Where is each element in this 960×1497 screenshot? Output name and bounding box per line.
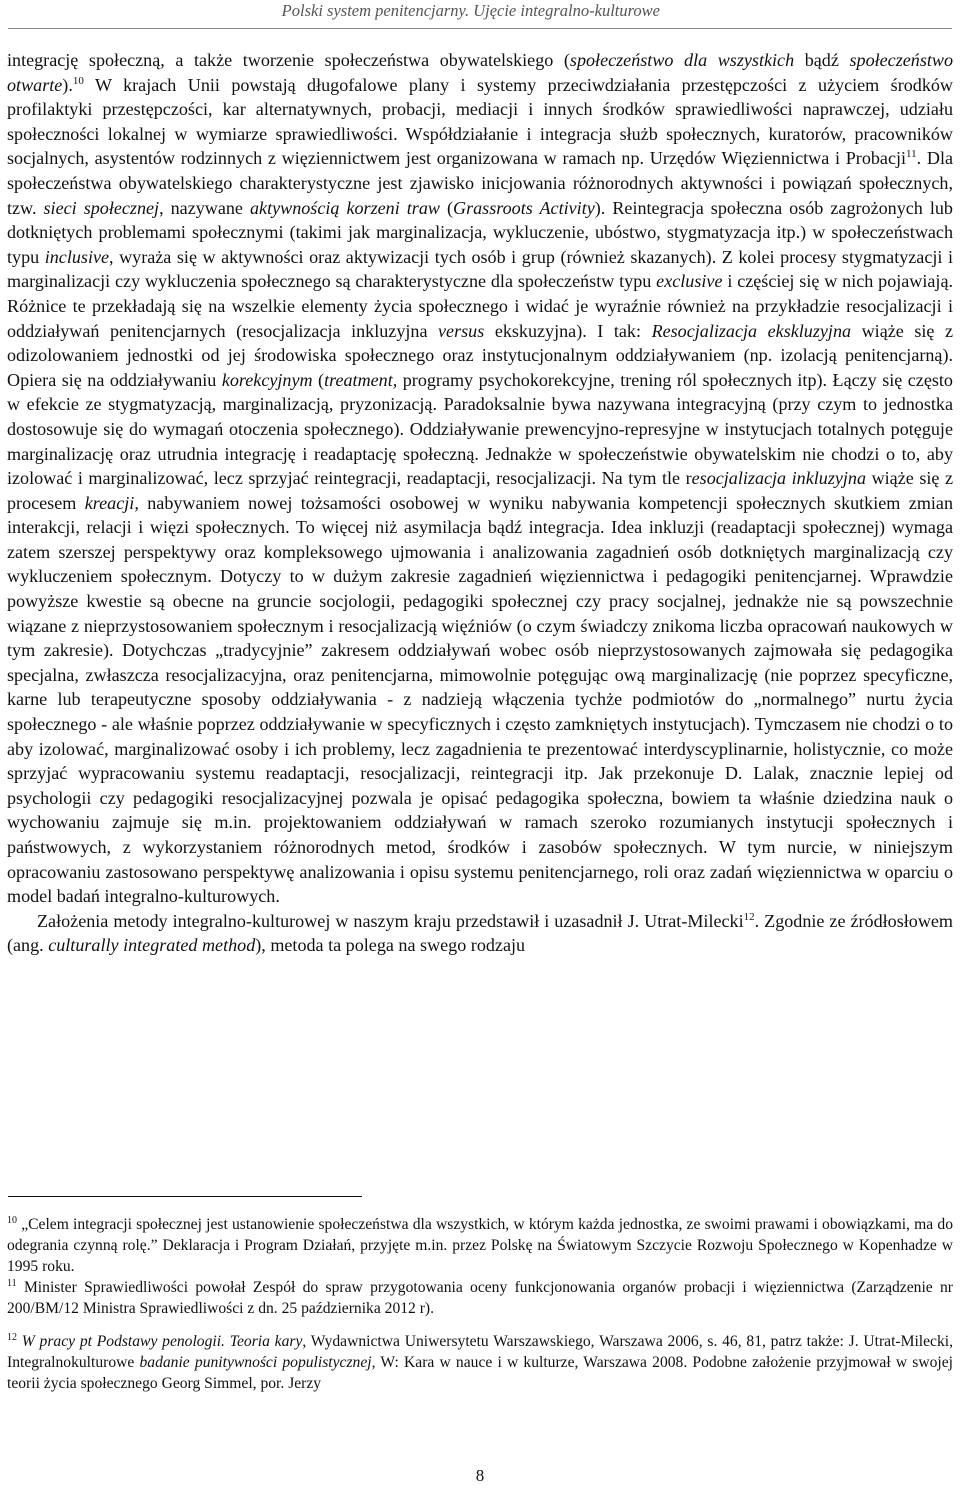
text-run: ekskuzyjna). I tak: [484,320,652,341]
text-run: Założenia metody integralno-kulturowej w naszym kraju przedstawił i uzasadnił J. Utrat-Milecki [37,910,744,931]
text-run: ), metoda ta polega na swego rodzaju [255,935,526,956]
italic-run: korekcyjnym [221,369,313,390]
footnote-number: 11 [7,1278,17,1289]
italic-run: Resocjalizacja ekskluzyjna [651,320,852,341]
footnote-ref-11[interactable]: 11 [906,148,917,161]
italic-run: badanie punitywności populistycznej [139,1354,372,1371]
text-run: bądź [794,50,850,70]
text-run: ( [439,197,454,218]
text-run: i częściej się w nich pojawiają. Różnice te przekładają się na wszelkie elementy życia społecznego i widać je wyraźnie również na przykładzie resocjalizacji i oddziaływań penitencjarnych (resocjalizacja inkluzyjna [7,271,954,341]
body-text [7,48,953,958]
footnote-ref-12[interactable]: 12 [743,910,755,923]
text-run: . Dla społeczeństwa obywatelskiego charakterystyczne jest zjawisko inicjowania różnorodnych aktywności i powiązań społecznych, tzw. [7,148,953,218]
footnote-text: „Celem integracji społecznej jest ustanowienie społeczeństwa dla wszystkich, w którym każda jednostka, ze swoimi prawami i obowiązkami, ma do odegrania czynną rolę.” Deklaracja i Program Działań, przyjęte m.in. przez Polskę na Światowym Szczycie Rozwoju Społecznego w Kopenhadze w 1995 roku. [7,1216,953,1275]
italic-run: społeczeństwo otwarte [7,50,954,95]
italic-run: Grassroots Activity [453,197,595,218]
text-run: nabywaniem nowej tożsamości osobowej w wyniku nabywania kompetencji społecznych skutkiem zmian interakcji, relacji i więzi społecznych. To więcej niż asymilacja bądź integracja. Idea inkluzji (readaptacji społecznej) wymaga zatem szerszej perspektywy oraz kompleksowego ujmowania i analizowania zagadnień osób dotkniętych marginalizacją czy wykluczeniem społecznym. Dotyczy to w dużym zakresie zagadnień więziennictwa i pedagogiki penitencjarnej. Wprawdzie powyższe kwestie są obecne na gruncie socjologii, pedagogiki społecznej czy pracy socjalnej, jednakże nie są powszechnie wiązane z nieprzystosowaniem społecznym i resocjalizacją więźniów (o czym świadczy znikoma liczba opracowań naukowych w tym zakresie). Dotychczas „tradycyjnie” zakresem oddziaływań wobec osób nieprzystosowanych zajmowała się pedagogika specjalna, zwłaszcza resocjalizacyjna, oraz penitencjarna, mimowolnie potęgując ową marginalizację (nie poprzez specyficzne, karne lub terapeutyczne sposoby oddziaływania - z nadzieją włączenia tychże podmiotów do „normalnego” nurtu życia społecznego - ale właśnie poprzez oddziaływanie w specyficznych i często zamkniętych instytucjach). Tymczasem nie chodzi o to aby izolować, marginalizować osoby i ich problemy, lecz zagadnienia te prezentować interdyscyplinarnie, holistycznie, co może sprzyjać wypracowaniu systemu readaptacji, resocjalizacji, reintegracji itp. Jak przekonuje D. Lalak, znacznie lepiej od psychologii czy pedagogiki resocjalizacyjnej pozwala je opisać pedagogika społeczna, bowiem ta właśnie dziedzina nauk o wychowaniu zajmuje się m.in. projektowaniem oddziaływań w ramach szeroko rozumianych instytucji społecznych i państwowych, z wykorzystaniem różnorodnych metod, środków i zasobów społecznych. W tym nurcie, w niniejszym opracowaniu zastosowano perspektywę analizowania i opisu systemu penitencjarnego, roli oraz zadań więziennictwa w oparciu o model badań integralno-kulturowych. [7,492,953,907]
text-run: ). Reintegracja społeczna osób zagrożonych lub dotkniętych problemami społecznymi (takimi jak marginalizacja, wykluczenie, ubóstwo, stygmatyzacja itp.) w społeczeństwach typu [7,197,953,267]
italic-run: sieci społecznej [43,197,160,218]
italic-run: aktywnością korzeni traw [250,197,440,218]
italic-run: kreacji, [84,492,139,513]
italic-run: społeczeństwo dla wszystkich [569,50,795,70]
footnote-12 [7,1331,953,1394]
header-rule [8,28,952,29]
text-run: W krajach Unii powstają długofalowe plany i systemy przeciwdziałania przestępczości z użyciem środków profilaktyki przestępczości, kar alternatywnych, probacji, mediacji i innych środków sprawiedliwości naprawczej, udziału społeczności lokalnej w wymiarze sprawiedliwości. Współdziałanie i integracja służb społecznych, kuratorów, pracowników socjalnych, asystentów rodzinnych z więziennictwem jest organizowana w ramach np. Urzędów Więziennictwa i Probacji [7,74,953,169]
footnote-11 [7,1277,953,1319]
text-run: . Zgodnie ze źródłosłowem (ang. [7,910,953,956]
text-run: integrację społeczną, a także tworzenie społeczeństwa obywatelskiego ( [7,50,570,70]
text-run: wiąże się z procesem [7,468,953,513]
footnote-separator [8,1196,362,1197]
running-title: Polski system penitencjarny. Ujęcie integralno-kulturowe [281,1,660,20]
running-header [0,0,960,30]
italic-run: esocjalizacja inkluzyjna [691,468,867,489]
text-run: programy psychokorekcyjne, trening ról społecznych itp). Łączy się często w efekcie ze stygmatyzacją, marginalizacją, pryzonizacją. Paradoksalnie bywa nazywana integracyjną (przy czym to jednostka dostosowuje się do wymagań otoczenia społecznego). Oddziaływanie prewencyjno-represyjne w instytucjach totalnych potęguje marginalizację oraz utrudnia integrację i readaptację społeczną. Jednakże w społeczeństwie obywatelskim nie chodzi o to, aby izolować i marginalizować, lecz sprzyjać reintegracji, readaptacji, resocjalizacji. Na tym tle r [7,369,953,489]
footnote-number: 12 [7,1332,17,1343]
text-run: ( [312,369,325,390]
italic-run: exclusive [656,271,723,292]
page-number: 8 [475,1466,485,1485]
footnote-text: , Wydawnictwa Uniwersytetu Warszawskiego, Warszawa 2006, s. 46, 81, patrz także: J. Utrat-Milecki, Integralnokulturowe [7,1333,954,1371]
footnote-number: 10 [7,1215,17,1226]
paragraph-2 [7,909,953,958]
text-run: ). [62,74,73,95]
footnote-text: Minister Sprawiedliwości powołał Zespół do spraw przygotowania oceny funkcjonowania organów probacji i więziennictwa (Zarządzenie nr 200/BM/12 Ministra Sprawiedliwości z dn. 25 października 2012 r). [7,1279,953,1317]
text-run: , wyraża się w aktywności oraz aktywizacji tych osób i grup (również skazanych). Z kolei procesy stygmatyzacji i marginalizacji czy wykluczenia społecznego są charakterystyczne dla społeczeństw typu [7,246,953,292]
text-run: wiąże się z odizolowaniem jednostki od jej środowiska społecznego oraz instytucjonalnym oddziaływaniem (np. izolacją penitencjarną). Opiera się na oddziaływaniu [7,320,954,390]
italic-run: treatment, [324,369,398,390]
italic-run: culturally integrated method [48,935,256,956]
footnote-10 [7,1214,953,1277]
footnote-ref-10[interactable]: 10 [72,74,84,87]
italic-run: versus [438,320,485,341]
footnote-text: , W: Kara w nauce i w kulturze, Warszawa 2008. Podobne założenie przyjmował w swojej teorii życia społecznego Georg Simmel, por. Jerzy [7,1354,953,1392]
italic-run: inclusive [44,246,110,267]
footnotes [7,1214,953,1394]
italic-run: W pracy pt Podstawy penologii. Teoria kary [17,1333,303,1350]
text-run: , nazywane [159,197,250,218]
paragraph-1 [7,48,953,909]
